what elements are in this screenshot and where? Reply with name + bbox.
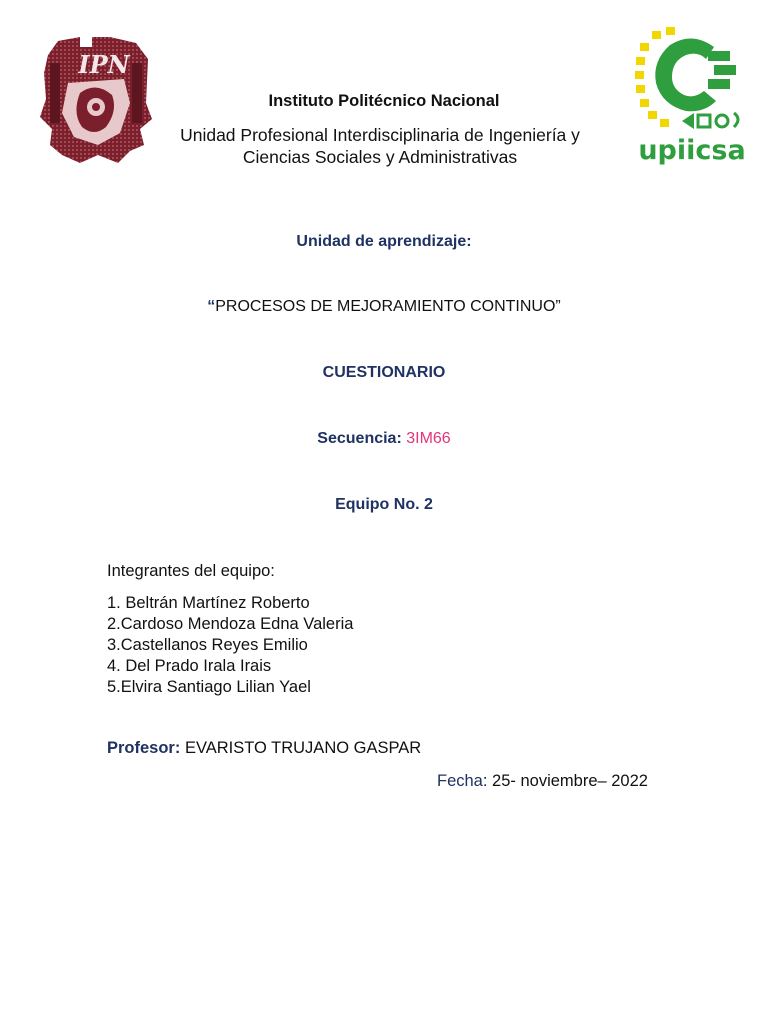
professor [107, 739, 421, 758]
institution-name: Instituto Politécnico Nacional [268, 92, 500, 110]
member-item: 4. Del Prado Irala Irais [107, 657, 272, 675]
members-list [107, 593, 353, 698]
course-title [0, 298, 768, 316]
professor-name: EVARISTO TRUJANO GASPAR [184, 739, 422, 757]
course-title-text: PROCESOS DE MEJORAMIENTO CONTINUO” [215, 298, 561, 315]
course-title-open-quote: “ [207, 298, 216, 315]
date-label: Fecha [437, 772, 483, 790]
date-value: : 25- noviembre– 2022 [482, 772, 648, 790]
members-title: Integrantes del equipo: [107, 562, 275, 580]
academic-unit-name: Unidad Profesional Interdisciplinaria de Ingeniería y Ciencias Sociales y Administrativas [180, 125, 580, 167]
upiicsa-logo-wordmark: upiicsa [638, 135, 746, 166]
member-item: 5.Elvira Santiago Lilian Yael [107, 678, 311, 696]
ipn-logo-monogram: IPN [78, 50, 130, 79]
member-item: 2.Cardoso Mendoza Edna Valeria [107, 615, 354, 633]
learning-unit-label: Unidad de aprendizaje: [296, 233, 472, 250]
sequence [0, 430, 768, 448]
professor-label: Profesor: [107, 739, 181, 757]
member-item: 1. Beltrán Martínez Roberto [107, 594, 310, 612]
sequence-value: 3IM66 [406, 430, 451, 447]
member-item: 3.Castellanos Reyes Emilio [107, 636, 308, 654]
sequence-label: Secuencia: [317, 430, 402, 447]
date [437, 772, 648, 791]
team-number: Equipo No. 2 [335, 496, 433, 513]
document-type: CUESTIONARIO [322, 364, 446, 381]
